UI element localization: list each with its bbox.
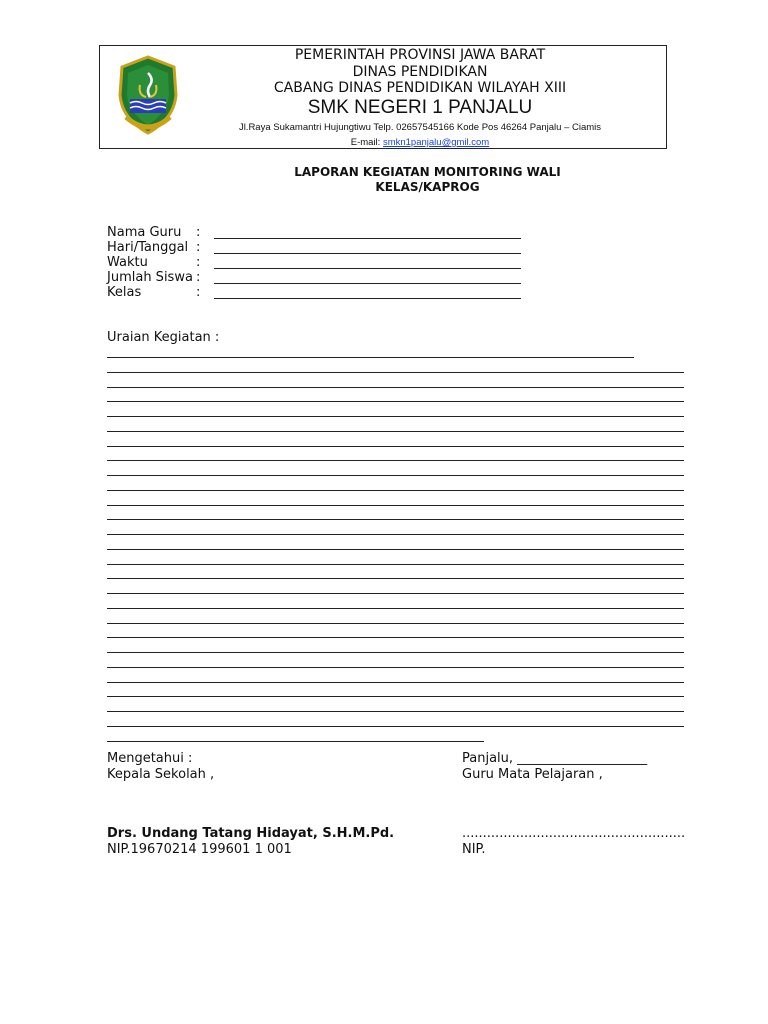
field-colon: : bbox=[196, 285, 201, 300]
field-label: Waktu bbox=[107, 255, 148, 270]
writing-line[interactable] bbox=[107, 401, 684, 402]
writing-line[interactable] bbox=[107, 741, 484, 742]
writing-line[interactable] bbox=[107, 696, 684, 697]
field-blank-line[interactable] bbox=[214, 238, 521, 239]
email-label: E-mail: bbox=[350, 137, 383, 148]
uraian-label: Uraian Kegiatan : bbox=[107, 330, 220, 345]
report-title-line1: LAPORAN KEGIATAN MONITORING WALI bbox=[294, 165, 561, 179]
writing-line[interactable] bbox=[107, 726, 684, 727]
field-colon: : bbox=[196, 240, 201, 255]
writing-line[interactable] bbox=[107, 682, 684, 683]
school-address: Jl.Raya Sukamantri Hujungtiwu Telp. 02657545166 Kode Pos 46264 Panjalu – Ciamis bbox=[238, 122, 602, 133]
writing-line[interactable] bbox=[107, 475, 684, 476]
known-label: Mengetahui : bbox=[107, 751, 193, 766]
writing-line[interactable] bbox=[107, 416, 684, 417]
writing-line[interactable] bbox=[107, 519, 684, 520]
writing-line[interactable] bbox=[107, 460, 684, 461]
writing-line[interactable] bbox=[107, 608, 684, 609]
field-blank-line[interactable] bbox=[214, 298, 521, 299]
field-label: Kelas bbox=[107, 285, 142, 300]
field-colon: : bbox=[196, 225, 201, 240]
field-blank-line[interactable] bbox=[214, 283, 521, 284]
writing-line[interactable] bbox=[107, 593, 684, 594]
writing-line[interactable] bbox=[107, 387, 684, 388]
writing-line[interactable] bbox=[107, 652, 684, 653]
writing-line[interactable] bbox=[107, 431, 684, 432]
header-line-province: PEMERINTAH PROVINSI JAWA BARAT bbox=[294, 47, 546, 63]
writing-line[interactable] bbox=[107, 578, 684, 579]
writing-line[interactable] bbox=[107, 357, 634, 358]
teacher-role: Guru Mata Pelajaran , bbox=[462, 767, 603, 782]
school-name: SMK NEGERI 1 PANJALU bbox=[307, 97, 533, 118]
west-java-emblem-icon bbox=[116, 55, 180, 135]
writing-line[interactable] bbox=[107, 372, 684, 373]
writing-line[interactable] bbox=[107, 534, 684, 535]
place-date: Panjalu, ____________________ bbox=[462, 751, 648, 766]
principal-name: Drs. Undang Tatang Hidayat, S.H.M.Pd. bbox=[107, 826, 395, 841]
field-blank-line[interactable] bbox=[214, 268, 521, 269]
writing-line[interactable] bbox=[107, 667, 684, 668]
writing-line[interactable] bbox=[107, 446, 684, 447]
writing-line[interactable] bbox=[107, 623, 684, 624]
field-colon: : bbox=[196, 270, 201, 285]
field-blank-line[interactable] bbox=[214, 253, 521, 254]
writing-line[interactable] bbox=[107, 637, 684, 638]
writing-line[interactable] bbox=[107, 505, 684, 506]
principal-role: Kepala Sekolah , bbox=[107, 767, 215, 782]
header-line-agency: DINAS PENDIDIKAN bbox=[352, 64, 488, 80]
field-label: Jumlah Siswa bbox=[107, 270, 193, 285]
writing-line[interactable] bbox=[107, 490, 684, 491]
principal-nip: NIP.19670214 199601 1 001 bbox=[107, 842, 292, 857]
teacher-nip: NIP. bbox=[462, 842, 486, 857]
field-colon: : bbox=[196, 255, 201, 270]
writing-line[interactable] bbox=[107, 564, 684, 565]
writing-line[interactable] bbox=[107, 549, 684, 550]
email-link[interactable]: smkn1panjalu@gmil.com bbox=[382, 137, 490, 148]
header-line-branch: CABANG DINAS PENDIDIKAN WILAYAH XIII bbox=[273, 80, 567, 96]
school-email-line bbox=[200, 137, 640, 148]
report-title-line2: KELAS/KAPROG bbox=[375, 180, 480, 194]
teacher-name-blank: ...................................................... bbox=[462, 826, 686, 841]
writing-line[interactable] bbox=[107, 711, 684, 712]
field-label: Hari/Tanggal bbox=[107, 240, 189, 255]
field-label: Nama Guru bbox=[107, 225, 182, 240]
